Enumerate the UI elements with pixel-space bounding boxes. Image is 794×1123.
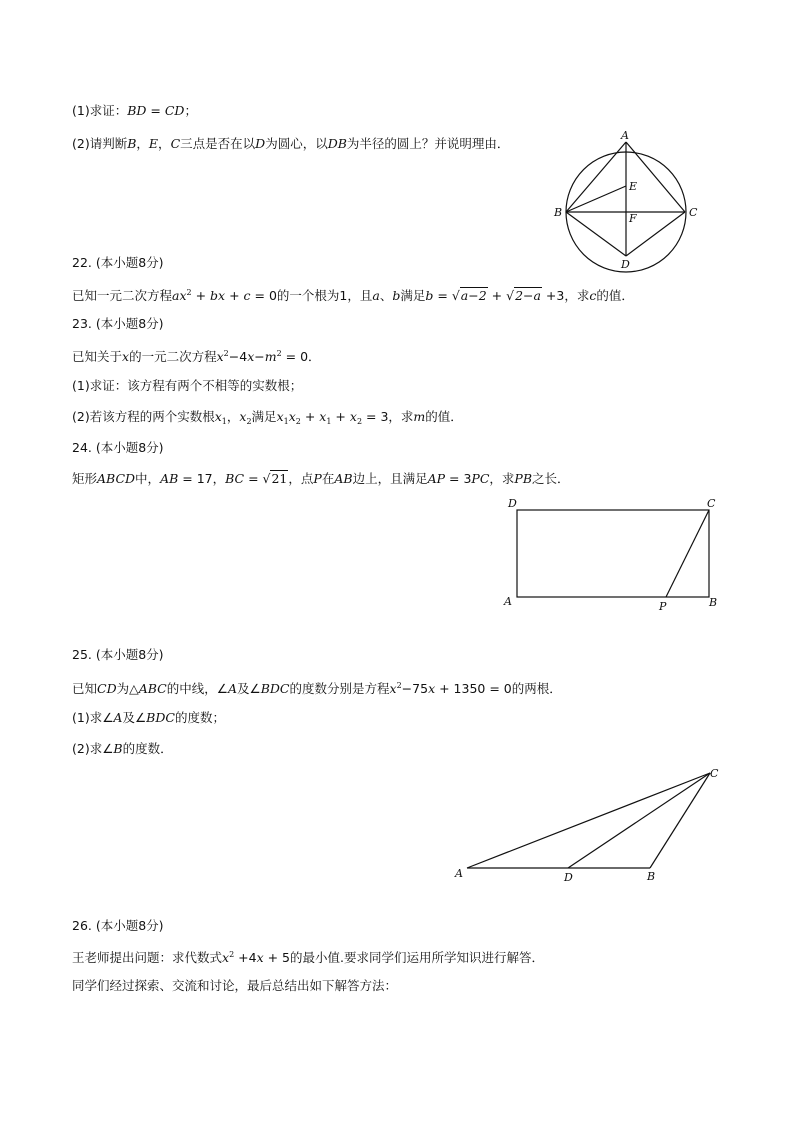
label-b: B (647, 870, 656, 883)
label-d: D (564, 871, 573, 884)
segment-be (566, 186, 626, 212)
q23-part1: (1)求证：该方程有两个不相等的实数根； (72, 378, 303, 393)
q24-rectangle-figure (500, 495, 730, 615)
label-a: A (621, 129, 629, 142)
label-a: A (455, 867, 463, 880)
label-f: F (629, 212, 637, 225)
q23-part2: (2)若该方程的两个实数根$x_1$，$x_2$满足$x_1x_2 + x_1 + x_2 = 3$，求m的值． (72, 409, 463, 426)
q25-part2: (2)求∠B的度数． (72, 741, 173, 756)
label-c: C (710, 767, 719, 780)
q21-part2: (2)请判断B，E，C三点是否在以D为圆心，以DB为半径的圆上？并说明理由． (72, 136, 510, 151)
q26-text2: 同学们经过探索、交流和讨论，最后总结出如下解答方法： (72, 978, 398, 993)
q25-part1: (1)求∠A及∠BDC的度数； (72, 710, 225, 725)
q25-heading: 25. (本小题8分) (72, 647, 164, 662)
q22-heading: 22. (本小题8分) (72, 255, 164, 270)
segment-ab (566, 142, 626, 212)
segment-bd (566, 212, 626, 256)
q22-text: 已知一元二次方程$ax^2$ + bx + c = 0的一个根为1，且a、b满足b = √a−2 + √2−a +3，求c的值． (72, 288, 634, 303)
label-p: P (659, 600, 667, 613)
q23-heading: 23. (本小题8分) (72, 316, 164, 331)
q24-text: 矩形ABCD中，AB = 17，BC = √21，点P在AB边上，且满足AP = 3PC，求PB之长． (72, 471, 570, 486)
q26-text: 王老师提出问题：求代数式$x^2 +4x + 5$的最小值.要求同学们运用所学知识进行解答． (72, 950, 544, 965)
q21-circle-figure (548, 128, 708, 273)
q21-part1: (1)求证：BD = CD； (72, 103, 197, 118)
label-d: D (508, 497, 517, 510)
q23-text: 已知关于x的一元二次方程$x^2-4x-m^2 = 0$． (72, 349, 321, 364)
q25-text: 已知CD为△ABC的中线，∠A及∠BDC的度数分别是方程$x^2-75x + 1350 = 0$的两根． (72, 681, 562, 696)
label-d: D (621, 258, 630, 271)
segment-bc (650, 773, 710, 868)
label-b: B (709, 596, 718, 609)
label-b: B (554, 206, 563, 219)
q26-heading: 26. (本小题8分) (72, 918, 164, 933)
q25-triangle-figure (450, 762, 730, 887)
segment-ac (626, 142, 685, 212)
rectangle-abcd (517, 510, 709, 597)
label-c: C (689, 206, 698, 219)
label-e: E (629, 180, 638, 193)
label-c: C (707, 497, 716, 510)
q24-heading: 24. (本小题8分) (72, 440, 164, 455)
segment-pc (666, 510, 709, 597)
label-a: A (504, 595, 512, 608)
